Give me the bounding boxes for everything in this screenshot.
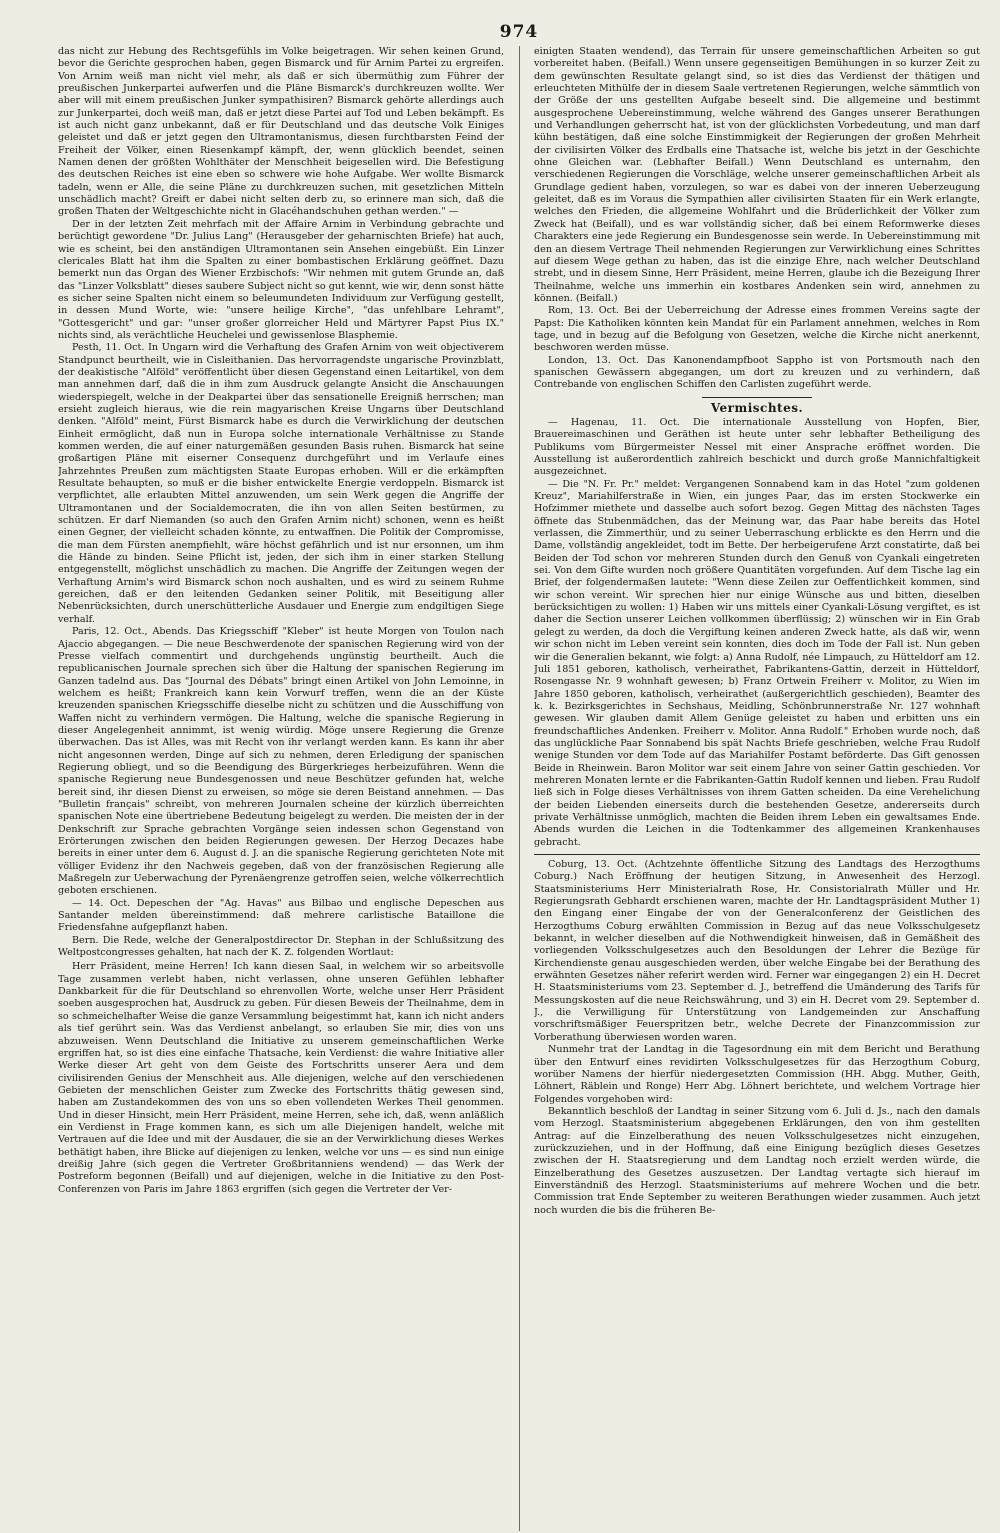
column-divider: [519, 46, 520, 1531]
article-paragraph: das nicht zur Hebung des Rechtsgefühls im Volke beigetragen. Wir sehen keinen Grund, bevor die Gerichte gesprochen haben, gegen Bismarck und für Arnim Partei zu ergreifen. Von Arnim weiß man nicht viel mehr, als daß er sich übermüthig zum Führer der preußischen Junkerpartei aufwerfen und die Pläne Bismarck's durchkreuzen wollte. Wer aber will mit einem preußischen Junker sympathisiren? Bismarck gehörte allerdings auch zur Junkerpartei, doch weiß man, daß er jetzt diese Partei auf Tod und Leben bekämpft. Es ist auch nicht ganz unbekannt, daß er für Deutschland und das deutsche Volk Einiges geleistet und daß er jetzt gegen den Ultramontanismus, diesen furchtbarsten Feind der Freiheit der Völker, einen Riesenkampf kämpft, der, wenn glücklich beendet, seinen Namen denen der größten Wohlthäter der Menschheit beigesellen wird. Die Befestigung des deutschen Reiches ist eine eben so schwere wie hohe Aufgabe. Wer wollte Bismarck tadeln, wenn er Alle, die seine Pläne zu durchkreuzen suchen, mit gesetzlichen Mitteln unschädlich macht? Greift er dabei nicht selten derb zu, so erinnere man sich, daß die großen Thaten der Weltgeschichte nicht in Glacéhandschuhen gethan werden." —: [58, 46, 504, 218]
article-paragraph: Rom, 13. Oct. Bei der Ueberreichung der Adresse eines frommen Vereins sagte der Papst: Die Katholiken könnten kein Mandat für ein Parlament annehmen, welches in Rom tage, und in bezug auf die Befolgung von Gesetzen, welche die Kirche nicht anerkennt, beschworen werden müsse.: [534, 305, 980, 354]
article-paragraph: Coburg, 13. Oct. (Achtzehnte öffentliche Sitzung des Landtags des Herzogthums Coburg.) Nach Eröffnung der heutigen Sitzung, in Anwesenheit des Herzogl. Staatsministeriums Herr Ministerialrath Rose, Hr. Consistorialrath Müller und Hr. Regierungsrath Gebhardt erschienen waren, machte der Hr. Landtagspräsident Muther 1) den Eingang einer Eingabe der von der Generalconferenz der Geistlichen des Herzogthums Coburg erwählten Commission in Bezug auf das neue Volksschulgesetz bekannt, in welcher dieselben auf die Nothwendigkeit hinweisen, daß in Gemäßheit des vorliegenden Volksschulgesetzes auch den Besoldungen der Lehrer die Bezüge für Kirchendienste genau ausgeschieden werden, über welche Eingabe bei der Berathung des erwähnten Gesetzes näher referirt werden wird. Ferner war eingegangen 2) ein H. Decret H. Staatsministeriums vom 23. September d. J., betreffend die Umänderung des Tarifs für Messungskosten auf die neue Reichswährung, und 3) ein H. Decret vom 29. September d. J., die Verwilligung für Unterstützung von Landgemeinden zur Anschaffung vorschriftsmäßiger Feuerspritzen betr., welche Decrete der Finanzcommission zur Vorberathung überwiesen worden waren.: [534, 859, 980, 1043]
article-paragraph: — 14. Oct. Depeschen der "Ag. Havas" aus Bilbao und englische Depeschen aus Santander melden übereinstimmend: daß mehrere carlistische Bataillone die Friedensfahne aufgepflanzt haben.: [58, 897, 504, 934]
section-rule: [702, 397, 812, 398]
article-paragraph: Herr Präsident, meine Herren! Ich kann diesen Saal, in welchem wir so arbeitsvolle Tage zusammen verlebt haben, nicht verlassen, ohne unseren Gefühlen lebhafter Dankbarkeit für die für Deutschland so ehrenvollen Worte, welche unser Herr Präsident soeben ausgesprochen hat, Ausdruck zu geben. Für diesen Beweis der Theilnahme, dem in so schmeichelhafter Weise die ganze Versammlung beigestimmt hat, kann ich nicht anders als tief gerührt sein. Was das Verdienst anbelangt, so erlauben Sie mir, dies von uns abzuweisen. Wenn Deutschland die Initiative zu unserem gemeinschaftlichen Werke ergriffen hat, so ist dies eine einfache Thatsache, kein Verdienst: die wahre Initiative aller Werke dieser Art geht von dem Geiste des Fortschritts unserer Aera und dem civilisirenden Genius der Menschheit aus. Alle diejenigen, welche auf den verschiedenen Gebieten der menschlichen Geister zum Zwecke des Fortschritts thätig gewesen sind, haben am Zustandekommen des von uns so eben vollendeten Werkes Theil genommen. Und in dieser Hinsicht, mein Herr Präsident, meine Herren, sehe ich, daß, wenn anläßlich ein Verdienst in Frage kommen kann, es sich um alle Diejenigen handelt, welche mit Vertrauen auf die Idee und mit der Ausdauer, die sie an der Verwirklichung dieses Werkes bethätigt haben, ihre Blicke auf diejenigen zu lenken, welche vor uns — es sind nun einige dreißig Jahre (sich gegen die Vertreter Großbritanniens wendend) — das Werk der Postreform begonnen (Beifall) und auf diejenigen, welche in die Initiative zu den Post-Conferenzen von Paris im Jahre 1863 ergriffen (sich gegen die Vertreter der Ver-: [58, 961, 504, 1195]
article-paragraph: Pesth, 11. Oct. In Ungarn wird die Verhaftung des Grafen Arnim von weit objectiverem Standpunct beurtheilt, wie in Cisleithanien. Das hervorragendste ungarische Provinzblatt, der deakistische "Alföld" veröffentlicht über diesen Gegenstand einen Leitartikel, von dem man annehmen darf, daß die in ihm zum Ausdruck gelangte Ansicht die Anschauungen wiederspiegelt, welche in der Deakpartei über das sensationelle Ereigniß herrschen; man ersieht zugleich hieraus, wie die rein magyarischen Kreise Ungarns über Deutschland denken. "Alföld" meint, Fürst Bismarck habe es durch die Verwirklichung der deutschen Einheit ermöglicht, daß nun in Europa solche internationale Verhältnisse zu Stande kommen werden, die auf einer naturgemäßen gesunden Basis ruhen. Bismarck hat seine großartigen Pläne mit eiserner Consequenz durchgeführt und im Verlaufe eines Jahrzehntes Preußen zum mächtigsten Staate Europas erhoben. Will er die erkämpften Resultate behaupten, so muß er die bisher entwickelte Energie verdoppeln. Bismarck ist verpflichtet, alle erlaubten Mittel anzuwenden, um sein Werk gegen die Angriffe der Ultramontanen und der Socialdemocraten, die ihn von allen Seiten bestürmen, zu schützen. Er darf Niemanden (so auch den Grafen Arnim nicht) schonen, wenn es heißt einen Gegner, der vielleicht schaden könnte, zu entwaffnen. Die Politik der Compromisse, die man dem Fürsten anempfiehlt, wäre höchst gefährlich und ist nur ersonnen, um ihm die Hände zu binden. Seine Pflicht ist, jeden, der sich ihm in einer starken Stellung entgegenstellt, möglichst unschädlich zu machen. Die Angriffe der Zeitungen wegen der Verhaftung Arnim's wird Bismarck schon noch aushalten, und es wird zu seinem Ruhme gereichen, daß er den leitenden Gedanken seiner Politik, mit Beseitigung aller Nebenrücksichten, durch unerschütterliche Ausdauer und Energie zum endgiltigen Siege verhalf.: [58, 342, 504, 625]
article-paragraph: Bern. Die Rede, welche der Generalpostdirector Dr. Stephan in der Schlußsitzung des Weltpostcongresses gehalten, hat nach der K. Z. folgenden Wortlaut:: [58, 934, 504, 959]
article-paragraph: — Hagenau, 11. Oct. Die internationale Ausstellung von Hopfen, Bier, Brauereimaschinen und Geräthen ist heute unter sehr lebhafter Betheiligung des Publikums vom Bürgermeister Nessel mit einer Ansprache eröffnet worden. Die Ausstellung ist außerordentlich zahlreich beschickt und durch große Mannichfaltigkeit ausgezeichnet.: [534, 416, 980, 478]
article-paragraph: Paris, 12. Oct., Abends. Das Kriegsschiff "Kleber" ist heute Morgen von Toulon nach Ajaccio abgegangen. — Die neue Beschwerdenote der spanischen Regierung wird von der Presse vielfach commentirt und durchgehends ungünstig beurtheilt. Auch die republicanischen Journale sprechen sich über die Haltung der spanischen Regierung im Ganzen tadelnd aus. Das "Journal des Débats" bringt einen Artikel von John Lemoinne, in welchem es heißt; Frankreich kann kein Vorwurf treffen, wenn die an der Küste kreuzenden spanischen Kriegsschiffe dieselbe nicht zu schützen und die Ausschiffung von Waffen nicht zu verhindern vermögen. Die Haltung, welche die spanische Regierung in dieser Angelegenheit annimmt, ist wenig würdig. Möge unsere Regierung die Grenze überwachen. Das ist Alles, was mit Recht von ihr verlangt werden kann. Es kann ihr aber nicht angesonnen werden, Dinge auf sich zu nehmen, deren Erledigung der spanischen Regierung obliegt, und so die Beendigung des Bürgerkrieges herbeizuführen. Wenn die spanische Regierung neue Bundesgenossen und neue Beschützer gefunden hat, welche bereit sind, ihr diesen Dienst zu erweisen, so möge sie deren Beistand annehmen. — Das "Bulletin français" schreibt, von mehreren Journalen scheine der kürzlich überreichten spanischen Note eine übertriebene Bedeutung beigelegt zu werden. Die meisten der in der Denkschrift zur Sprache gebrachten Vorgänge seien indessen schon Gegenstand von Erörterungen zwischen den beiden Regierungen gewesen. Der Herzog Decazes habe bereits in einer unter dem 6. August d. J. an die spanische Regierung gerichteten Note mit völliger Evidenz ihr den Nachweis gegeben, daß von der französischen Regierung alle Maßregeln zur Ueberwachung der Pyrenäengrenze getroffen seien, welche völkerrechtlich geboten erschienen.: [58, 626, 504, 897]
article-paragraph: Bekanntlich beschloß der Landtag in seiner Sitzung vom 6. Juli d. Js., nach den damals vom Herzogl. Staatsministerium abgegebenen Erklärungen, den von ihm gestellten Antrag: auf die Einzelberathung des neuen Volksschulgesetzes nicht einzugehen, zurückzuziehen, und in der Hoffnung, daß eine Einigung bezüglich dieses Gesetzes zwischen der H. Staatsregierung und dem Landtag noch erzielt werden würde, die Einzelberathung des Gesetzes auszusetzen. Der Landtag vertagte sich hierauf im Einverständniß des Herzogl. Staatsministeriums auf mehrere Wochen und die betr. Commission trat Ende September zu weiteren Berathungen wieder zusammen. Auch jetzt noch wurden die bis die früheren Be-: [534, 1105, 980, 1216]
article-paragraph: einigten Staaten wendend), das Terrain für unsere gemeinschaftlichen Arbeiten so gut vorbereitet haben. (Beifall.) Wenn unsere gegenseitigen Bemühungen in so kurzer Zeit zu dem gewünschten Resultate gelangt sind, so ist dies das Verdienst der thätigen und erleuchteten Mithülfe der in diesem Saale vertretenen Regierungen, welche sämmtlich von der Größe der uns gestellten Aufgabe beseelt sind. Die allgemeine und bestimmt ausgesprochene Uebereinstimmung, welche während des Ganges unserer Berathungen und Verhandlungen geherrscht hat, ist von der glücklichsten Vorbedeutung, und man darf kühn bestätigen, daß eine solche Einstimmigkeit der Regierungen der großen Mehrheit der civilisirten Völker des Erdballs eine Thatsache ist, welche bis jetzt in der Geschichte ohne Gleichen war. (Lebhafter Beifall.) Wenn Deutschland es unternahm, den verschiedenen Regierungen die Vorschläge, welche unserer gemeinschaftlichen Arbeit als Grundlage gedient haben, vorzulegen, so war es dabei von der inneren Ueberzeugung geleitet, daß es im Voraus die Sympathien aller civilisirten Staaten für ein Werk erlangte, welches den Frieden, die allgemeine Wohlfahrt und die Brüderlichkeit der Völker zum Zweck hat (Beifall), und es war vollständig sicher, daß bei einem Reformwerke dieses Charakters eine jede Regierung ein Bundesgenosse sein werde. In Uebereinstimmung mit den an diesem Vertrage Theil nehmenden Regierungen zur Verwirklichung eines Schrittes auf diesem Wege gethan zu haben, das ist die einzige Ehre, nach welcher Deutschland strebt, und in diesem Sinne, Herr Präsident, meine Herren, glaube ich die Bezeigung Ihrer Theilnahme, welche uns immerhin ein kostbares Andenken sein wird, annehmen zu können. (Beifall.): [534, 46, 980, 304]
section-rule: [534, 854, 980, 855]
left-column: [58, 46, 504, 1531]
page-number: 974: [499, 22, 539, 42]
article-paragraph: London, 13. Oct. Das Kanonendampfboot Sappho ist von Portsmouth nach den spanischen Gewässern abgegangen, um dort zu kreuzen und zu verhindern, daß Contrebande von englischen Schiffen den Carlisten zugeführt werde.: [534, 354, 980, 391]
right-column: [534, 46, 980, 1531]
article-paragraph: Der in der letzten Zeit mehrfach mit der Affaire Arnim in Verbindung gebrachte und berüchtigt gewordene "Dr. Julius Lang" (Herausgeber der geharnischten Briefe) hat auch, wie es scheint, bei den anständigen Ultramontanen sein Ansehen eingebüßt. Ein Linzer clericales Blatt hat ihm die Spalten zu einer bombastischen Erklärung geöffnet. Dazu bemerkt nun das Organ des Wiener Erzbischofs: "Wir nehmen mit gutem Grunde an, daß das "Linzer Volksblatt" dieses saubere Subject nicht so gut kennt, wie wir, denn sonst hätte es sicher seine Spalten nicht einem so beleumundeten Individuum zur Verfügung gestellt, in dessen Mund Worte, wie: "unsere heilige Kirche", "das unfehlbare Lehramt", "Gottesgericht" und gar: "unser großer glorreicher Held und Märtyrer Papst Pius IX." nichts sind, als verächtliche Heuchelei und gewissenlose Blasphemie.: [58, 218, 504, 341]
article-paragraph: — Die "N. Fr. Pr." meldet: Vergangenen Sonnabend kam in das Hotel "zum goldenen Kreuz", Mariahilferstraße in Wien, ein junges Paar, das im ersten Stockwerke ein Hofzimmer miethete und dasselbe auch sofort bezog. Gegen Mittag des nächsten Tages öffnete das Stubenmädchen, das der Meinung war, das Paar habe bereits das Hotel verlassen, die Zimmerthür, und zu seiner Ueberraschung erblickte es den Herrn und die Dame, vollständig angekleidet, todt im Bette. Der herbeigerufene Arzt constatirte, daß bei Beiden der Tod schon vor mehreren Stunden durch den Genuß von Cyankali eingetreten sei. Von dem Gifte wurden noch größere Quantitäten vorgefunden. Auf dem Tische lag ein Brief, der folgendermaßen lautete: "Wenn diese Zeilen zur Oeffentlichkeit kommen, sind wir schon vereint. Wir sprechen hier nur einige Wünsche aus und bitten, dieselben berücksichtigen zu wollen: 1) Haben wir uns mittels einer Cyankali-Lösung vergiftet, es ist daher die Section unserer Leichen vollkommen überflüssig; 2) wünschen wir in Ein Grab gelegt zu werden, da doch die Vergiftung keinen anderen Zweck hatte, als daß wir, wenn wir schon nicht im Leben vereint sein konnten, dies doch im Tode der Fall ist. Nun geben wir die Generalien bekannt, wie folgt: a) Anna Rudolf, née Limpauch, zu Hütteldorf am 12. Juli 1851 geboren, katholisch, verheirathet, Fabrikantens-Gattin, derzeit in Hütteldorf, Rosengasse Nr. 9 wohnhaft gewesen; b) Franz Ortwein Freiherr v. Molitor, zu Wien im Jahre 1850 geboren, katholisch, verheirathet (außergerichtlich geschieden), Beamter des k. k. Bezirksgerichtes in Sechshaus, Meidling, Schönbrunnerstraße Nr. 127 wohnhaft gewesen. Wir glauben damit Allem Genüge geleistet zu haben und erbitten uns ein freundschaftliches Andenken. Freiherr v. Molitor. Anna Rudolf." Erhoben wurde noch, daß das unglückliche Paar Sonnabend bis spät Nachts Briefe geschrieben, welche Frau Rudolf wenige Stunden vor dem Tode auf das Mariahilfer Postamt beförderte. Das Gift genossen Beide in Rheinwein. Baron Molitor war seit einem Jahre von seiner Gattin geschieden. Vor mehreren Monaten lernte er die Fabrikanten-Gattin Rudolf kennen und lieben. Frau Rudolf ließ sich in Folge dieses Verhältnisses von ihrem Gatten scheiden. Da eine Verehelichung der beiden Liebenden einerseits durch die bestehenden Gesetze, andererseits durch private Verhältnisse unmöglich, machten die Beiden ihrem Leben ein gewaltsames Ende. Abends wurden die Leichen in die Todtenkammer des allgemeinen Krankenhauses gebracht.: [534, 478, 980, 848]
columns: [58, 46, 980, 1531]
section-heading: Vermischtes.: [710, 400, 804, 415]
article-paragraph: Nunmehr trat der Landtag in die Tagesordnung ein mit dem Bericht und Berathung über den Entwurf eines revidirten Volksschulgesetzes für das Herzogthum Coburg, worüber Namens der hierfür niedergesetzten Commission (HH. Abgg. Muther, Geith, Löhnert, Räblein und Ronge) Herr Abg. Löhnert berichtete, und welchem Vortrage hier Folgendes vorgehoben wird:: [534, 1044, 980, 1105]
